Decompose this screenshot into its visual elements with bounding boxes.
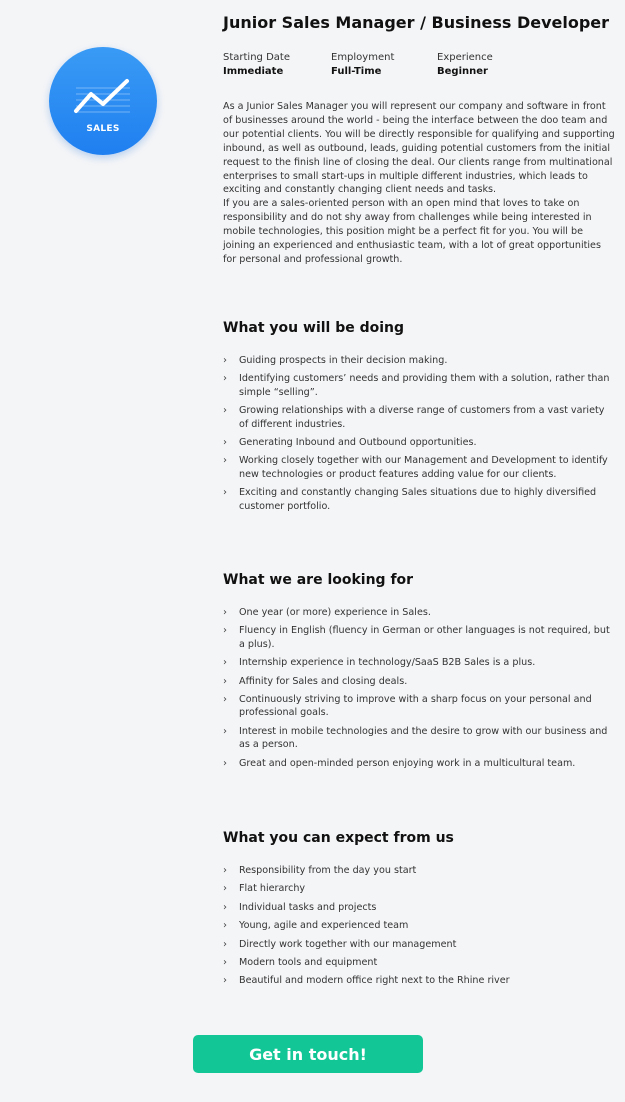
list-item (223, 882, 615, 895)
list-item-text: Exciting and constantly changing Sales situations due to highly diversified customer portfolio. (239, 487, 597, 512)
chevron-right-icon: › (223, 657, 227, 669)
section-list (223, 606, 615, 770)
chevron-right-icon: › (223, 920, 227, 932)
list-item (223, 656, 615, 669)
chevron-right-icon: › (223, 625, 227, 637)
chevron-right-icon: › (223, 373, 227, 385)
list-item (223, 454, 615, 481)
list-item (223, 675, 615, 688)
meta-label: Employment (331, 52, 395, 63)
list-item (223, 956, 615, 969)
list-item-text: Individual tasks and projects (239, 901, 377, 913)
list-item (223, 606, 615, 619)
meta-label: Experience (437, 52, 493, 63)
list-item-text: Affinity for Sales and closing deals. (239, 675, 408, 687)
list-item (223, 974, 615, 987)
chevron-right-icon: › (223, 694, 227, 706)
meta-employment (331, 51, 394, 79)
list-item (223, 919, 615, 932)
list-item-text: Modern tools and equipment (239, 957, 378, 969)
meta-label: Starting Date (223, 52, 290, 63)
sales-badge (49, 47, 157, 155)
list-item-text: Flat hierarchy (239, 883, 306, 895)
list-item (223, 354, 615, 367)
meta-value: Immediate (223, 66, 284, 77)
job-title: Junior Sales Manager / Business Developer (223, 13, 610, 32)
list-item-text: Internship experience in technology/SaaS B2B Sales is a plus. (239, 657, 536, 669)
section-title: What we are looking for (223, 572, 414, 588)
list-item-text: Young, agile and experienced team (239, 920, 409, 932)
chevron-right-icon: › (223, 757, 227, 769)
section-expect (223, 829, 615, 993)
list-item-text: Generating Inbound and Outbound opportunities. (239, 437, 477, 449)
meta-experience (437, 51, 493, 79)
chevron-right-icon: › (223, 355, 227, 366)
list-item (223, 624, 615, 651)
list-item (223, 404, 615, 431)
list-item-text: Identifying customers’ needs and providing them with a solution, rather than simple “selling”. (239, 373, 610, 398)
chevron-right-icon: › (223, 405, 227, 417)
list-item-text: Great and open-minded person enjoying work in a multicultural team. (239, 757, 576, 769)
chevron-right-icon: › (223, 865, 227, 876)
list-item (223, 436, 615, 449)
meta-value: Beginner (437, 66, 488, 77)
list-item (223, 725, 615, 752)
list-item-text: Beautiful and modern office right next to the Rhine river (239, 975, 510, 987)
list-item (223, 901, 615, 914)
chevron-right-icon: › (223, 883, 227, 895)
chevron-right-icon: › (223, 675, 227, 687)
list-item (223, 372, 615, 399)
meta-starting-date (223, 51, 290, 79)
section-looking-for (223, 571, 615, 775)
section-title: What you can expect from us (223, 830, 454, 846)
job-description (223, 100, 615, 267)
job-meta (223, 51, 615, 81)
list-item-text: Guiding prospects in their decision making. (239, 355, 448, 366)
chevron-right-icon: › (223, 901, 227, 913)
list-item-text: Interest in mobile technologies and the desire to grow with our business and as a person. (239, 725, 608, 751)
list-item (223, 938, 615, 951)
list-item-text: Fluency in English (fluency in German or other languages is not required, but a plus). (239, 625, 610, 650)
list-item-text: Growing relationships with a diverse range of customers from a vast variety of different industries. (239, 405, 605, 430)
chevron-right-icon: › (223, 975, 227, 987)
chevron-right-icon: › (223, 487, 227, 499)
badge-label: SALES (86, 124, 120, 134)
chevron-right-icon: › (223, 437, 227, 449)
chevron-right-icon: › (223, 957, 227, 969)
chevron-right-icon: › (223, 607, 227, 618)
list-item-text: Continuously striving to improve with a sharp focus on your personal and professional goals. (239, 694, 592, 719)
list-item-text: One year (or more) experience in Sales. (239, 607, 431, 618)
list-item-text: Working closely together with our Management and Development to identify new technologies or product features adding value for our clients. (239, 455, 608, 480)
section-list (223, 864, 615, 988)
list-item (223, 757, 615, 770)
description-paragraph: If you are a sales-oriented person with an open mind that loves to take on responsibility and do not shy away from challenges while being interested in mobile technologies, this position might be a perfect fit for you. You will be joining an experienced and enthusiastic team, with a lot of great opportunities for personal and professional growth. (223, 198, 601, 265)
chevron-right-icon: › (223, 455, 227, 467)
meta-value: Full-Time (331, 66, 382, 77)
section-title: What you will be doing (223, 320, 405, 336)
list-item-text: Responsibility from the day you start (239, 865, 417, 876)
trending-up-icon (49, 47, 157, 155)
get-in-touch-button[interactable]: Get in touch! (193, 1035, 423, 1073)
list-item (223, 693, 615, 720)
chevron-right-icon: › (223, 725, 227, 737)
chevron-right-icon: › (223, 938, 227, 950)
list-item (223, 486, 615, 513)
section-list (223, 354, 615, 513)
description-paragraph: As a Junior Sales Manager you will represent our company and software in front of businesses around the world - being the interface between the doo team and our potential clients. You will be directly responsible for qualifying and supporting inbound, as well as outbound, leads, guiding potential customers from the initial request to the finish line of closing the deal. Our clients range from multinational enterprises to small start-ups in multiple different industries, which leads to exciting and constantly changing client needs and tasks. (223, 101, 615, 196)
list-item-text: Directly work together with our management (239, 938, 457, 950)
section-doing (223, 319, 615, 518)
list-item (223, 864, 615, 877)
